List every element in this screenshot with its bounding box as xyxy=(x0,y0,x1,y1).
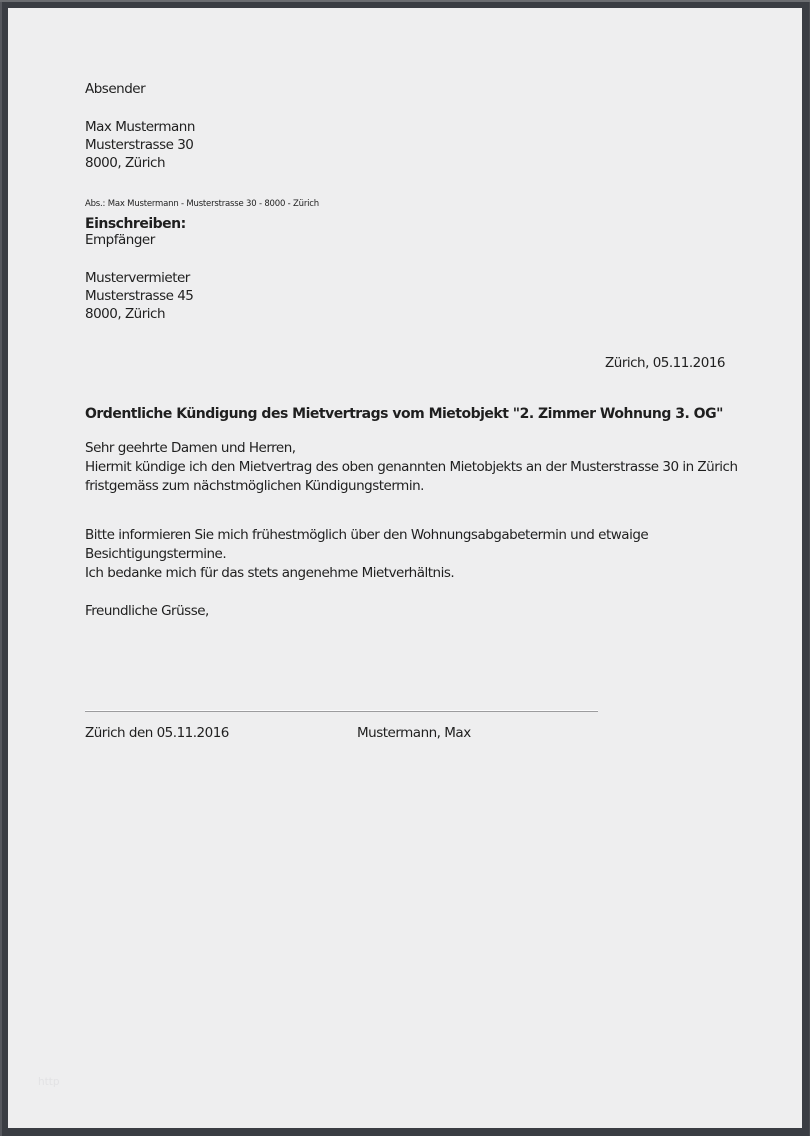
sender-street: Musterstrasse 30 xyxy=(85,137,194,153)
recipient-address xyxy=(85,269,193,323)
body-line: Bitte informieren Sie mich frühestmöglich über den Wohnungsabgabetermin und etwaige xyxy=(85,527,649,543)
body-paragraph-1 xyxy=(85,439,738,496)
recipient-street: Musterstrasse 45 xyxy=(85,288,194,304)
place-date-line: Zürich, 05.11.2016 xyxy=(605,355,725,371)
abs-return-line: Abs.: Max Mustermann - Musterstrasse 30 - 8000 - Zürich xyxy=(85,199,319,209)
body-paragraph-2 xyxy=(85,526,648,583)
salutation: Sehr geehrte Damen und Herren, xyxy=(85,440,296,456)
registered-mail-label: Einschreiben: xyxy=(85,216,186,232)
closing-line: Freundliche Grüsse, xyxy=(85,603,209,619)
body-line: fristgemäss zum nächstmöglichen Kündigungstermin. xyxy=(85,478,424,494)
recipient-label: Empfänger xyxy=(85,232,155,248)
sender-city: 8000, Zürich xyxy=(85,155,166,171)
body-line: Besichtigungstermine. xyxy=(85,546,227,562)
recipient-city: 8000, Zürich xyxy=(85,306,166,322)
sender-name: Max Mustermann xyxy=(85,119,195,135)
sender-address xyxy=(85,118,195,172)
signature-divider xyxy=(85,710,598,712)
body-line: Hiermit kündige ich den Mietvertrag des oben genannten Mietobjekts an der Musterstrasse 30 in Zürich xyxy=(85,459,738,475)
signature-name: Mustermann, Max xyxy=(357,725,471,741)
signature-row xyxy=(85,724,471,743)
subject-line: Ordentliche Kündigung des Mietvertrags vom Mietobjekt "2. Zimmer Wohnung 3. OG" xyxy=(85,406,723,422)
sender-label: Absender xyxy=(85,81,146,97)
signature-place-date: Zürich den 05.11.2016 xyxy=(85,725,229,741)
body-line: Ich bedanke mich für das stets angenehme Mietverhältnis. xyxy=(85,565,455,581)
letter-page xyxy=(8,8,802,1128)
watermark-text: http xyxy=(38,1076,60,1088)
recipient-name: Mustervermieter xyxy=(85,270,190,286)
